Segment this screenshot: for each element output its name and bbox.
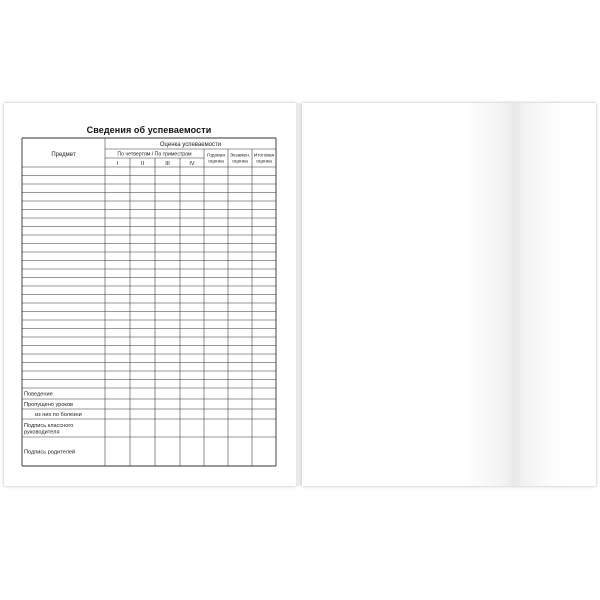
extra-column-header: оценка — [208, 159, 224, 165]
extra-column-header: оценка — [256, 159, 272, 165]
grades-header: Оценка успеваемости — [159, 142, 222, 148]
footer-row-label: из них по болезни — [35, 412, 82, 418]
subject-header: Предмет — [51, 152, 76, 158]
extra-column-header: Экзамен. — [229, 153, 251, 159]
quarter-label: IV — [189, 161, 195, 167]
page-title: Сведения об успеваемости — [86, 125, 212, 135]
footer-row-label: руководителя — [24, 429, 60, 436]
quarter-label: II — [140, 161, 145, 167]
footer-row-label: Поведение — [24, 391, 53, 398]
footer-row-label: Пропущено уроков — [24, 402, 74, 408]
quarter-label: I — [116, 161, 119, 167]
quarter-label: III — [165, 161, 170, 167]
footer-row-label: Подпись классного — [24, 422, 74, 429]
extra-column-header: оценка — [232, 159, 248, 165]
extra-column-header: Итоговая — [253, 153, 275, 159]
quarters-header: По четвертям / По триместрам — [117, 151, 192, 158]
table-labels — [24, 142, 275, 456]
footer-row-label: Подпись родителей — [24, 449, 76, 456]
extra-column-header: Годовая — [206, 153, 226, 159]
